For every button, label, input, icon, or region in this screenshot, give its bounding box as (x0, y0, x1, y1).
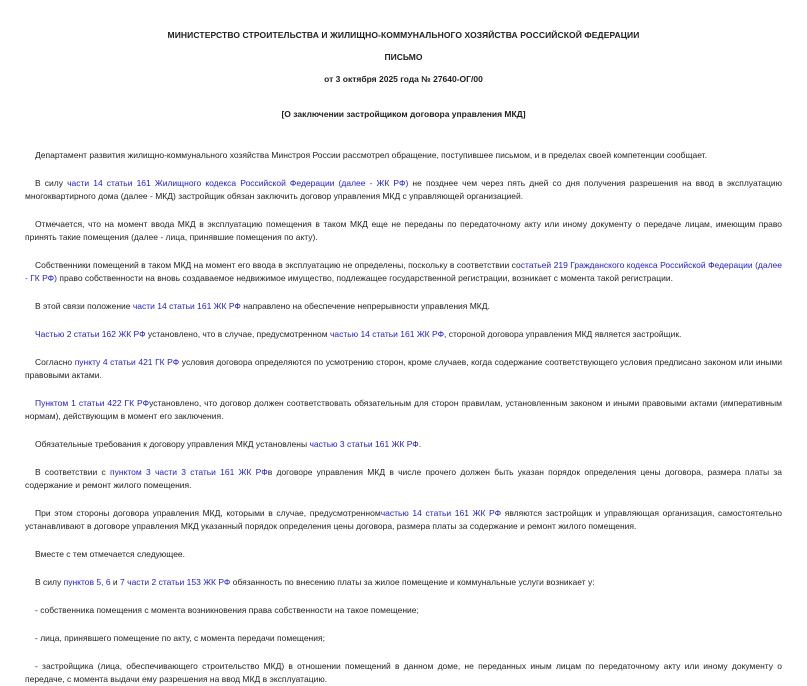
document-body (25, 149, 782, 686)
paragraph-text: Департамент развития жилищно-коммунального хозяйства Минстроя России рассмотрел обращение, поступившее письмом, и в пределах своей компетенции сообщает. (35, 150, 707, 160)
paragraph-text: Собственники помещений в таком МКД на момент его ввода в эксплуатацию не определены, поскольку в соответствии со (35, 260, 521, 270)
paragraph-text: право собственности на вновь создаваемое недвижимое имущество, подлежащее государственной регистрации, возникает с момента такой регистрации. (56, 273, 673, 283)
paragraph-text: Согласно (35, 357, 75, 367)
paragraph (25, 466, 782, 492)
paragraph-text: в договоре управления МКД в числе прочего должен быть указан порядок определения цены договора, размера платы за содержание и ремонт жилого помещения. (25, 467, 782, 490)
paragraph-text: . (418, 439, 422, 449)
paragraph-text: - лица, принявшего помещение по акту, с момента передачи помещения; (35, 633, 325, 643)
document-header (25, 30, 782, 119)
paragraph-text: В этой связи положение (35, 301, 133, 311)
ministry-title: МИНИСТЕРСТВО СТРОИТЕЛЬСТВА И ЖИЛИЩНО-КОММУНАЛЬНОГО ХОЗЯЙСТВА РОССИЙСКОЙ ФЕДЕРАЦИИ (167, 30, 640, 40)
paragraph (25, 328, 782, 341)
paragraph (25, 576, 782, 589)
paragraph (25, 660, 782, 686)
paragraph-text: являются застройщик и управляющая организация, самостоятельно устанавливают в договоре управления МКД указанный порядок определения цены договора, размера платы за содержание и ремонт жилого помещения. (25, 508, 782, 531)
paragraph-text: В силу (35, 178, 68, 188)
legal-reference-link[interactable]: частью 3 статьи 161 ЖК РФ (309, 439, 419, 449)
paragraph-text: установлено, что в случае, предусмотренном (145, 329, 330, 339)
paragraph (25, 548, 782, 561)
legal-reference-link[interactable]: части 14 статьи 161 ЖК РФ (132, 301, 241, 311)
paragraph-text: Обязательные требования к договору управления МКД установлены (35, 439, 310, 449)
paragraph (25, 397, 782, 423)
paragraph (25, 177, 782, 203)
paragraph-text: условия договора определяются по усмотрению сторон, кроме случаев, когда содержание соответствующего условия предписано законом или иными правовыми актами. (25, 357, 783, 380)
document-date-number: от 3 октября 2025 года № 27640-ОГ/00 (324, 74, 483, 84)
paragraph (25, 356, 782, 382)
document-type: ПИСЬМО (384, 52, 423, 62)
paragraph-text: Вместе с тем отмечается следующее. (35, 549, 186, 559)
legal-reference-link[interactable]: Пунктом 1 статьи 422 ГК РФ (35, 398, 150, 408)
paragraph-text: В соответствии с (35, 467, 111, 477)
paragraph-text: В силу (35, 577, 64, 587)
paragraph (25, 259, 782, 285)
legal-reference-link[interactable]: частью 14 статьи 161 ЖК РФ (380, 508, 502, 518)
paragraph-text: - собственника помещения с момента возникновения права собственности на такое помещение; (35, 605, 419, 615)
legal-reference-link[interactable]: части 14 статьи 161 Жилищного кодекса Российской Федерации (далее - ЖК РФ) (67, 178, 409, 188)
paragraph-text: не позднее чем через пять дней со дня получения разрешения на ввод в эксплуатацию многоквартирного дома (далее - МКД) застройщик обязан заключить договор управления МКД с управляющей организацией. (25, 178, 782, 201)
paragraph (25, 149, 782, 162)
paragraph-text: обязанность по внесению платы за жилое помещение и коммунальные услуги возникает у: (230, 577, 595, 587)
paragraph-text: При этом стороны договора управления МКД, которыми в случае, предусмотренном (35, 508, 381, 518)
paragraph-text: Отмечается, что на момент ввода МКД в эксплуатацию помещения в таком МКД еще не переданы по передаточному акту или иному документу о передаче лицам, имеющим право принять такие помещения (далее - лица, принявшие помещения по акту). (25, 219, 782, 242)
paragraph (25, 507, 782, 533)
paragraph-text: и (110, 577, 121, 587)
paragraph (25, 632, 782, 645)
legal-reference-link[interactable]: пунктом 3 части 3 статьи 161 ЖК РФ (110, 467, 268, 477)
document-subject: [О заключении застройщиком договора управления МКД] (281, 109, 526, 119)
paragraph (25, 218, 782, 244)
legal-reference-link[interactable]: статьей 219 Гражданского кодекса Российской Федерации (далее - ГК РФ) (25, 260, 782, 283)
legal-reference-link[interactable]: пункту 4 статьи 421 ГК РФ (74, 357, 180, 367)
paragraph-text: направлено на обеспечение непрерывности управления МКД. (240, 301, 490, 311)
legal-reference-link[interactable]: пунктов 5, 6 (63, 577, 111, 587)
legal-reference-link[interactable]: Частью 2 статьи 162 ЖК РФ (35, 329, 146, 339)
legal-reference-link[interactable]: 7 части 2 статьи 153 ЖК РФ (120, 577, 231, 587)
paragraph (25, 438, 782, 451)
paragraph-text: - застройщика (лица, обеспечивающего строительство МКД) в отношении помещений в данном доме, не переданных иным лицам по передаточному акту или иному документу о передаче, с момента выдачи ему разрешения на ввод МКД в эксплуатацию. (25, 661, 782, 684)
legal-reference-link[interactable]: частью 14 статьи 161 ЖК РФ (329, 329, 445, 339)
paragraph-text: , стороной договора управления МКД является застройщик. (444, 329, 682, 339)
paragraph-text: установлено, что договор должен соответствовать обязательным для сторон правилам, установленным законом и иными правовыми актами (императивным нормам), действующим в момент его заключения. (25, 398, 783, 421)
paragraph (25, 300, 782, 313)
paragraph (25, 604, 782, 617)
